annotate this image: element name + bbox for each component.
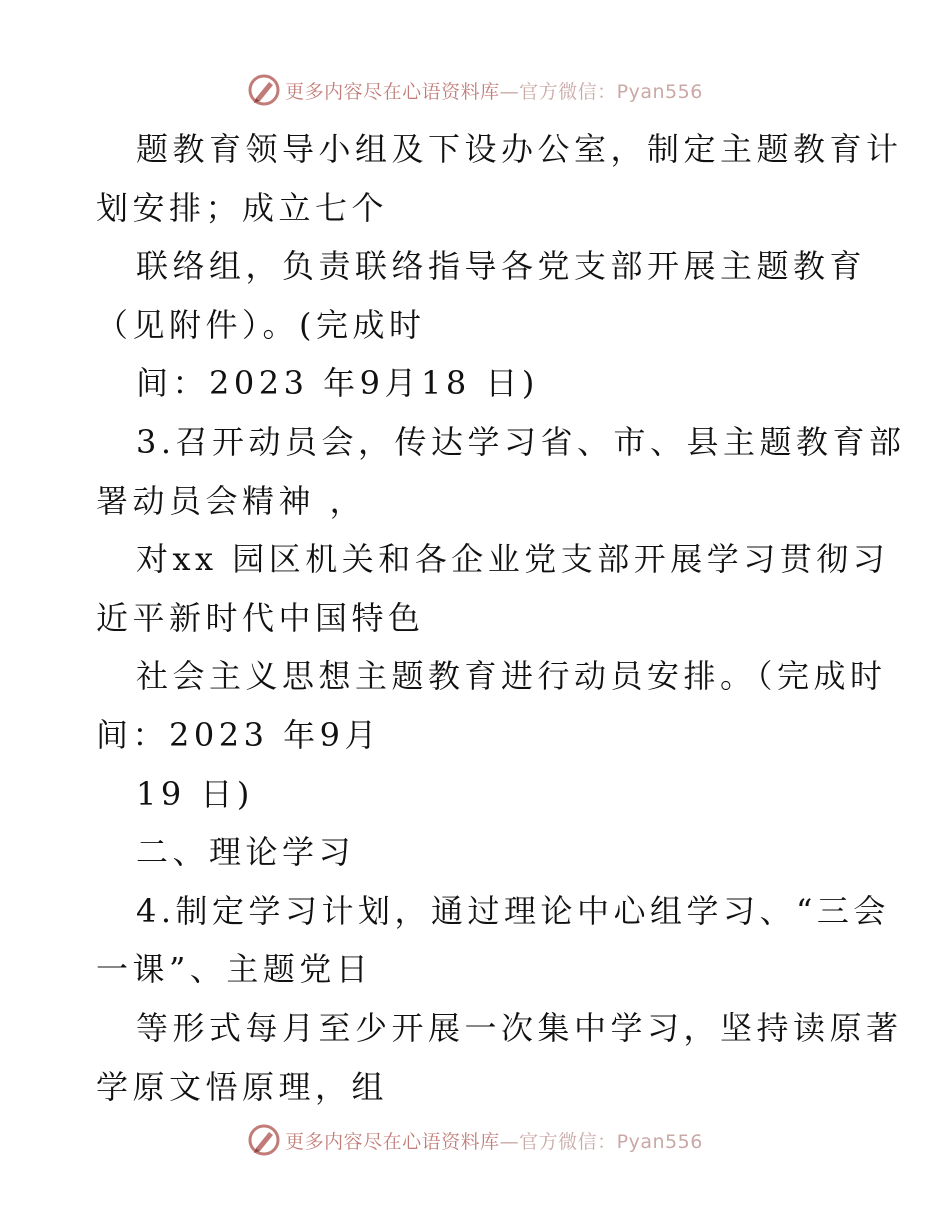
footer-dash: — — [499, 1130, 520, 1153]
footer-brand-text: 更多内容尽在心语资料库 — [285, 1130, 500, 1153]
text-line: 署动员会精神 ， — [96, 481, 367, 520]
text-line: 等形式每月至少开展一次集中学习，坚持读原著 — [136, 1008, 903, 1047]
text-line: 间：2023 年9月 — [96, 715, 381, 754]
text-line: 对xx 园区机关和各企业党支部开展学习贯彻习 — [136, 540, 890, 579]
header-dash: — — [499, 80, 520, 103]
pen-logo-icon — [247, 1123, 281, 1157]
header-contact-text: 官方微信：Pyan556 — [519, 80, 703, 103]
footer-banner-text — [285, 1127, 703, 1154]
header-banner-text — [285, 77, 703, 104]
text-line: 社会主义思想主题教育进行动员安排。（完成时 — [136, 657, 887, 696]
text-line: 4.制定学习计划，通过理论中心组学习、“三会 — [136, 891, 890, 930]
text-line: 二、理论学习 — [136, 833, 356, 872]
pen-logo-icon — [247, 73, 281, 107]
text-line: 19 日) — [136, 774, 254, 813]
text-line: 题教育领导小组及下设办公室，制定主题教育计 — [136, 130, 903, 168]
text-line: 划安排；成立七个 — [96, 188, 389, 227]
footer-contact-text: 官方微信：Pyan556 — [519, 1130, 703, 1153]
text-line: 一课”、主题党日 — [96, 950, 373, 989]
text-line: 近平新时代中国特色 — [96, 598, 425, 637]
footer-banner — [0, 1120, 950, 1160]
text-line: （见附件）。(完成时 — [96, 305, 426, 344]
text-line: 3.召开动员会，传达学习省、市、县主题教育部 — [136, 422, 906, 461]
document-body — [96, 120, 906, 1116]
text-line: 间：2023 年9月18 日) — [136, 364, 539, 403]
text-line: 联络组，负责联络指导各党支部开展主题教育 — [136, 247, 867, 286]
header-banner — [0, 70, 950, 110]
header-brand-text: 更多内容尽在心语资料库 — [285, 80, 500, 103]
text-line: 学原文悟原理，组 — [96, 1067, 389, 1106]
